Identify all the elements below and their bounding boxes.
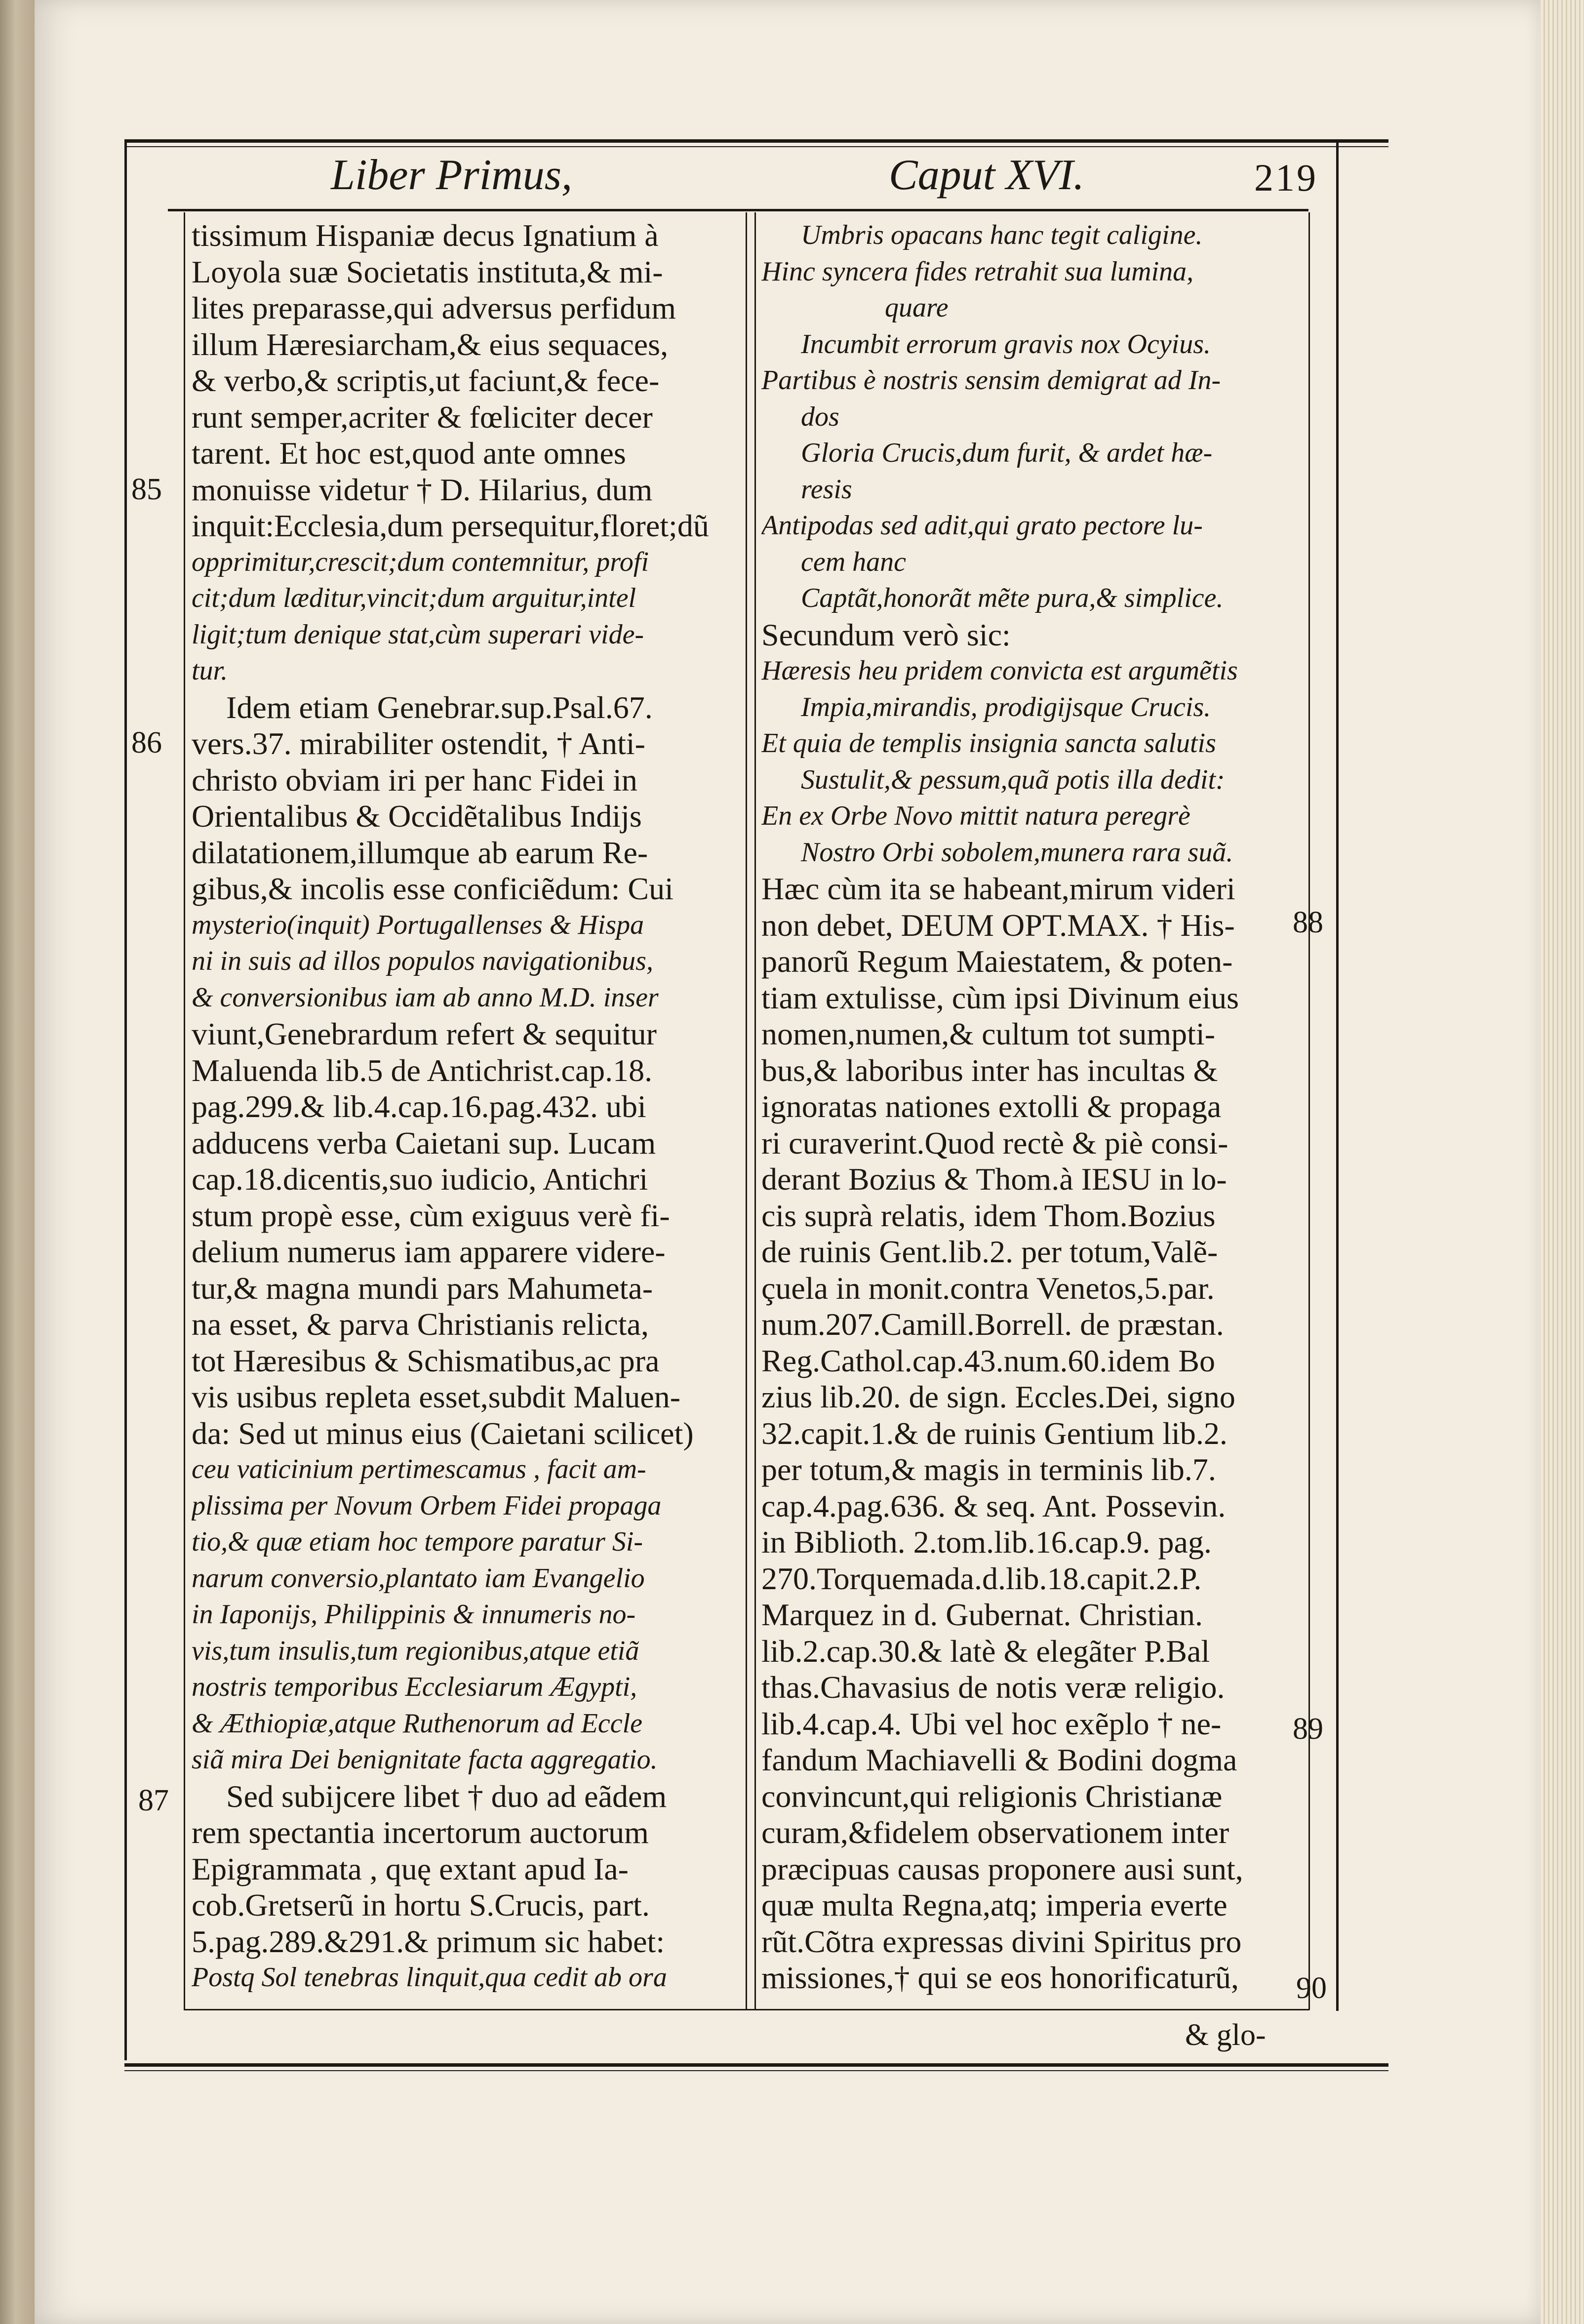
text-line: Et quia de templis insignia sancta salutis (761, 728, 1216, 759)
page-fore-edge (1541, 0, 1584, 2324)
right-frame-rule (1336, 139, 1339, 2011)
text-line: Hæresis heu pridem convicta est argumẽtis (761, 655, 1238, 686)
left-text-column (192, 217, 745, 1996)
text-line: Idem etiam Genebrar.sup.Psal.67. (226, 689, 653, 725)
text-line: 32.capit.1.& de ruinis Gentium lib.2. (761, 1415, 1228, 1451)
text-line: num.207.Camill.Borrell. de præstan. (761, 1307, 1224, 1342)
text-line: da: Sed ut minus eius (Caietani scilicet) (192, 1415, 694, 1451)
text-line: & verbo,& scriptis,ut faciunt,& fece- (192, 363, 660, 398)
margin-number-90: 90 (1296, 1971, 1327, 2005)
text-line: Gloria Crucis,dum furit, & ardet hæ- (801, 438, 1213, 468)
text-line: derant Bozius & Thom.à IESU in lo- (761, 1162, 1227, 1197)
text-line: & Æthiopiæ,atque Ruthenorum ad Eccle (192, 1708, 642, 1739)
text-line: tiam extulisse, cùm ipsi Divinum eius (761, 980, 1239, 1015)
text-line: Reg.Cathol.cap.43.num.60.idem Bo (761, 1343, 1215, 1378)
bottom-double-rule-thin (124, 2070, 1388, 2071)
text-line: 270.Torquemada.d.lib.18.capit.2.P. (761, 1561, 1202, 1596)
text-line: ignoratas nationes extolli & propaga (761, 1089, 1222, 1124)
text-line: illum Hæresiarcham,& eius sequaces, (192, 326, 669, 362)
text-line: panorũ Regum Maiestatem, & poten- (761, 944, 1233, 979)
bottom-rule-a (184, 2009, 1309, 2010)
center-rule-a (746, 212, 747, 2010)
text-line: Sed subijcere libet † duo ad eãdem (226, 1778, 667, 1814)
text-line: vis,tum insulis,tum regionibus,atque etiã (192, 1635, 639, 1666)
text-line: fandum Machiavelli & Bodini dogma (761, 1742, 1237, 1777)
text-line: mysterio(inquit) Portugallenses & Hispa (192, 909, 644, 940)
text-line: missiones,† qui se eos honorificaturũ, (761, 1960, 1239, 1995)
text-line: Maluenda lib.5 de Antichrist.cap.18. (192, 1052, 653, 1088)
text-line: convincunt,qui religionis Christianæ (761, 1778, 1223, 1814)
text-line: lites preparasse,qui adversus perfidum (192, 290, 676, 325)
text-line: ligit;tum denique stat,cùm superari vide- (192, 619, 644, 650)
margin-number-89: 89 (1293, 1712, 1323, 1746)
text-line: nomen,numen,& cultum tot sumpti- (761, 1016, 1216, 1051)
text-line: thas.Chavasius de notis veræ religio. (761, 1670, 1225, 1705)
text-line: & conversionibus iam ab anno M.D. inser (192, 982, 659, 1013)
text-line: Sustulit,& pessum,quã potis illa dedit: (801, 764, 1225, 795)
text-line: 5.pag.289.&291.& primum sic habet: (192, 1923, 665, 1959)
text-line: na esset, & parva Christianis relicta, (192, 1307, 649, 1342)
folio-number: 219 (1254, 156, 1318, 199)
text-line: tot Hæresibus & Schismatibus,ac pra (192, 1343, 660, 1378)
text-line: quare (885, 292, 949, 323)
text-line: tur,& magna mundi pars Mahumeta- (192, 1270, 653, 1306)
text-line: non debet, DEUM OPT.MAX. † His- (761, 907, 1235, 943)
text-line: dilatationem,illumque ab earum Re- (192, 835, 648, 870)
text-line: tur. (192, 655, 228, 686)
text-line: in Iaponijs, Philippinis & innumeris no- (192, 1599, 636, 1630)
text-line: Incumbit errorum gravis nox Ocyius. (801, 328, 1211, 360)
text-line: ni in suis ad illos populos navigationibus, (192, 946, 653, 976)
right-text-column (761, 217, 1307, 1996)
text-line: Hæc cùm ita se habeant,mirum videri (761, 871, 1235, 906)
text-line: monuisse videtur † D. Hilarius, dum (192, 472, 653, 507)
text-line: plissima per Novum Orbem Fidei propaga (192, 1490, 662, 1521)
text-line: cis suprà relatis, idem Thom.Bozius (761, 1198, 1216, 1233)
text-line: tarent. Et hoc est,quod ante omnes (192, 436, 626, 471)
text-line: Antipodas sed adit,qui grato pectore lu- (761, 510, 1203, 541)
previous-page-edge (0, 0, 35, 2324)
text-line: narum conversio,plantato iam Evangelio (192, 1563, 645, 1594)
margin-number-87: 87 (138, 1784, 169, 1817)
text-line: quæ multa Regna,atq; imperia everte (761, 1887, 1228, 1923)
text-line: Postq Sol tenebras linquit,qua cedit ab ora (192, 1962, 667, 1993)
text-line: çuela in monit.contra Venetos,5.par. (761, 1270, 1215, 1306)
margin-number-88: 88 (1293, 906, 1323, 939)
text-line: in Biblioth. 2.tom.lib.16.cap.9. pag. (761, 1524, 1212, 1560)
text-line: Nostro Orbi sobolem,munera rara suã. (801, 837, 1233, 868)
text-line: gibus,& incolis esse conficiẽdum: Cui (192, 871, 673, 906)
text-line: Umbris opacans hanc tegit caligine. (801, 220, 1203, 250)
text-line: præcipuas causas proponere ausi sunt, (761, 1851, 1243, 1886)
text-line: Orientalibus & Occidẽtalibus Indijs (192, 799, 642, 834)
text-line: Captãt,honorãt mẽte pura,& simplice. (801, 583, 1224, 613)
text-line: vers.37. mirabiliter ostendit, † Anti- (192, 726, 645, 761)
left-frame-rule (124, 139, 127, 2060)
text-line: nostris temporibus Ecclesiarum Ægypti, (192, 1672, 637, 1702)
header-rule (168, 209, 1308, 211)
text-line: Secundum verò sic: (761, 617, 1011, 652)
center-rule-b (754, 212, 756, 2010)
text-line: Impia,mirandis, prodigijsque Crucis. (801, 691, 1211, 722)
text-line: dos (801, 401, 839, 432)
text-line: tio,& quæ etiam hoc tempore paratur Si- (192, 1526, 643, 1557)
text-line: runt semper,acriter & fœliciter decer (192, 399, 653, 435)
text-line: delium numerus iam apparere videre- (192, 1234, 666, 1269)
text-line: cap.4.pag.636. & seq. Ant. Possevin. (761, 1488, 1226, 1523)
text-line: ceu vaticinium pertimescamus , facit am- (192, 1454, 646, 1484)
text-line: lib.2.cap.30.& latè & elegãter P.Bal (761, 1633, 1210, 1669)
text-line: vis usibus repleta esset,subdit Maluen- (192, 1379, 681, 1414)
text-line: cit;dum læditur,vincit;dum arguitur,intel (192, 583, 636, 613)
top-double-rule-thin (124, 146, 1388, 147)
text-line: lib.4.cap.4. Ubi vel hoc exẽplo † ne- (761, 1706, 1222, 1741)
text-line: de ruinis Gent.lib.2. per totum,Valẽ- (761, 1234, 1218, 1269)
text-line: Marquez in d. Gubernat. Christian. (761, 1597, 1203, 1632)
text-line: Epigrammata , quę extant apud Ia- (192, 1851, 629, 1886)
text-line: Hinc syncera fides retrahit sua lumina, (761, 256, 1194, 287)
bottom-double-rule (124, 2063, 1388, 2067)
text-line: christo obviam iri per hanc Fidei in (192, 762, 637, 798)
catchword: & glo- (1185, 2018, 1266, 2052)
text-line: cem hanc (801, 546, 907, 577)
text-line: inquit:Ecclesia,dum persequitur,floret;dũ (192, 508, 709, 543)
margin-number-85: 85 (131, 473, 162, 506)
text-line: ri curaverint.Quod rectè & piè consi- (761, 1125, 1228, 1161)
text-line: En ex Orbe Novo mittit natura peregrè (761, 801, 1190, 831)
running-head-left: Liber Primus, (331, 151, 572, 199)
text-line: adducens verba Caietani sup. Lucam (192, 1125, 656, 1161)
text-line: Partibus è nostris sensim demigrat ad In- (761, 365, 1221, 396)
margin-number-86: 86 (131, 726, 162, 760)
text-line: zius lib.20. de sign. Eccles.Dei, signo (761, 1379, 1235, 1414)
text-line: resis (801, 474, 852, 505)
text-line: stum propè esse, cùm exiguus verè fi- (192, 1198, 670, 1233)
top-double-rule (124, 139, 1388, 143)
text-line: pag.299.& lib.4.cap.16.pag.432. ubi (192, 1089, 646, 1124)
text-line: per totum,& magis in terminis lib.7. (761, 1452, 1216, 1487)
text-line: cob.Gretserũ in hortu S.Crucis, part. (192, 1887, 650, 1923)
book-page (35, 0, 1541, 2324)
text-line: cap.18.dicentis,suo iudicio, Antichri (192, 1162, 648, 1197)
text-line: bus,& laboribus inter has incultas & (761, 1052, 1218, 1088)
left-inner-rule (184, 212, 185, 2010)
text-line: rũt.Cõtra expressas divini Spiritus pro (761, 1923, 1242, 1959)
text-line: Loyola suæ Societatis instituta,& mi- (192, 254, 663, 289)
text-line: siã mira Dei benignitate facta aggregatio. (192, 1744, 658, 1775)
running-head-center: Caput XVI. (889, 151, 1084, 199)
text-line: curam,&fidelem observationem inter (761, 1815, 1229, 1850)
text-line: opprimitur,crescit;dum contemnitur, profi (192, 546, 649, 577)
text-line: tissimum Hispaniæ decus Ignatium à (192, 218, 659, 253)
text-line: rem spectantia incertorum auctorum (192, 1815, 649, 1850)
text-line: viunt,Genebrardum refert & sequitur (192, 1016, 657, 1051)
